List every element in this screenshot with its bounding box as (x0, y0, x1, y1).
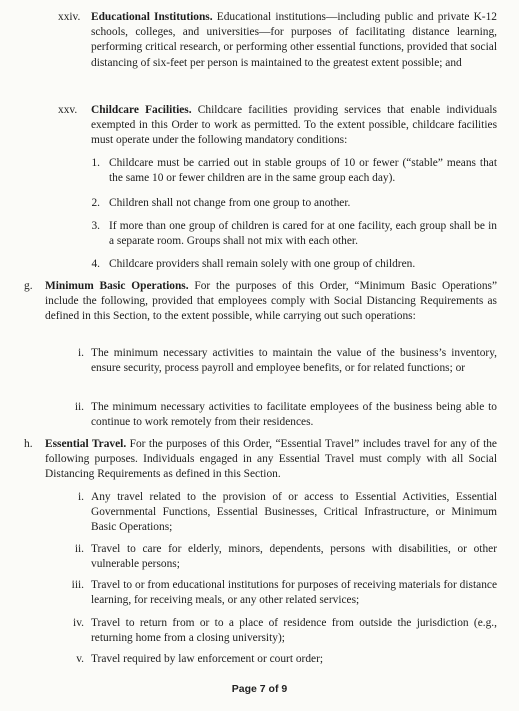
item-text (91, 616, 497, 646)
item-body: If more than one group of children is cared for at one facility, each group shall be in a separate room. Groups shall not mix with each other. (109, 220, 497, 248)
item-number: 4. (91, 258, 100, 270)
item-text (91, 652, 497, 667)
section-heading: Essential Travel. (45, 438, 127, 450)
item-body: Childcare providers shall remain solely with one group of children. (109, 258, 416, 270)
section-letter: g. (24, 280, 33, 292)
item-text (91, 542, 497, 572)
item-body: Childcare facilities providing services that enable individuals exempted in this Order to work as permitted. To the extent possible, childcare facilities must operate under the following mandatory conditions: (91, 104, 497, 147)
item-text (109, 219, 497, 249)
item-text (109, 257, 497, 272)
item-text (109, 156, 497, 186)
item-text (91, 346, 497, 376)
item-text (91, 578, 497, 608)
item-number: 2. (91, 197, 100, 209)
item-body: The minimum necessary activities to maintain the value of the business’s inventory, ensure security, process payroll and employee benefits, or for related functions; or (91, 347, 497, 375)
item-body: Travel required by law enforcement or court order; (91, 653, 324, 665)
item-body: The minimum necessary activities to facilitate employees of the business being able to continue to work remotely from their residences. (91, 401, 497, 429)
section-body: For the purposes of this Order, “Minimum Basic Operations” include the following, provided that employees comply with Social Distancing Requirements as defined in this Section, to the extent possible, while carrying out such operations: (45, 280, 498, 323)
item-number: i. (77, 347, 84, 359)
item-text (109, 196, 497, 211)
section-letter: h. (24, 438, 33, 450)
item-text (91, 103, 497, 149)
item-text (91, 400, 497, 430)
item-number: ii. (74, 543, 84, 555)
section-body: For the purposes of this Order, “Essential Travel” includes travel for any of the following purposes. Individuals engaged in any Essential Travel must comply with all Social Distancing Requirements as defined in this Section. (45, 438, 497, 481)
section-text (45, 437, 497, 483)
item-body: Travel to care for elderly, minors, dependents, persons with disabilities, or other vulnerable persons; (91, 543, 497, 571)
item-text (91, 10, 497, 71)
item-number: iv. (73, 617, 84, 629)
item-number: 3. (91, 220, 100, 232)
item-number: i. (77, 491, 84, 503)
item-body: Travel to return from or to a place of residence from outside the jurisdiction (e.g., returning home from a closing university); (91, 617, 497, 645)
section-text (45, 279, 497, 325)
section-heading: Minimum Basic Operations. (45, 280, 189, 292)
item-body: Educational institutions—including public and private K-12 schools, colleges, and universities—for purposes of facilitating distance learning, performing critical research, or performing other essential functions, provided that social distancing of six-feet per person is maintained to the greatest extent possible; and (91, 11, 497, 69)
item-number: ii. (74, 401, 84, 413)
item-heading: Educational Institutions. (91, 11, 213, 23)
item-number: xxiv. (58, 11, 81, 23)
item-number: v. (76, 653, 84, 665)
item-body: Travel to or from educational institutions for purposes of receiving materials for distance learning, for receiving meals, or any other related services; (91, 579, 497, 607)
page-number: Page 7 of 9 (231, 683, 288, 695)
item-number: xxv. (58, 104, 78, 116)
item-body: Children shall not change from one group to another. (109, 197, 351, 209)
item-body: Childcare must be carried out in stable groups of 10 or fewer (“stable” means that the same 10 or fewer children are in the same group each day). (109, 157, 497, 185)
item-number: 1. (91, 157, 100, 169)
item-text (91, 490, 497, 536)
item-body: Any travel related to the provision of or access to Essential Activities, Essential Governmental Functions, Essential Businesses, Critical Infrastructure, or Minimum Basic Operations; (91, 491, 497, 534)
item-number: iii. (71, 579, 84, 591)
item-heading: Childcare Facilities. (91, 104, 192, 116)
